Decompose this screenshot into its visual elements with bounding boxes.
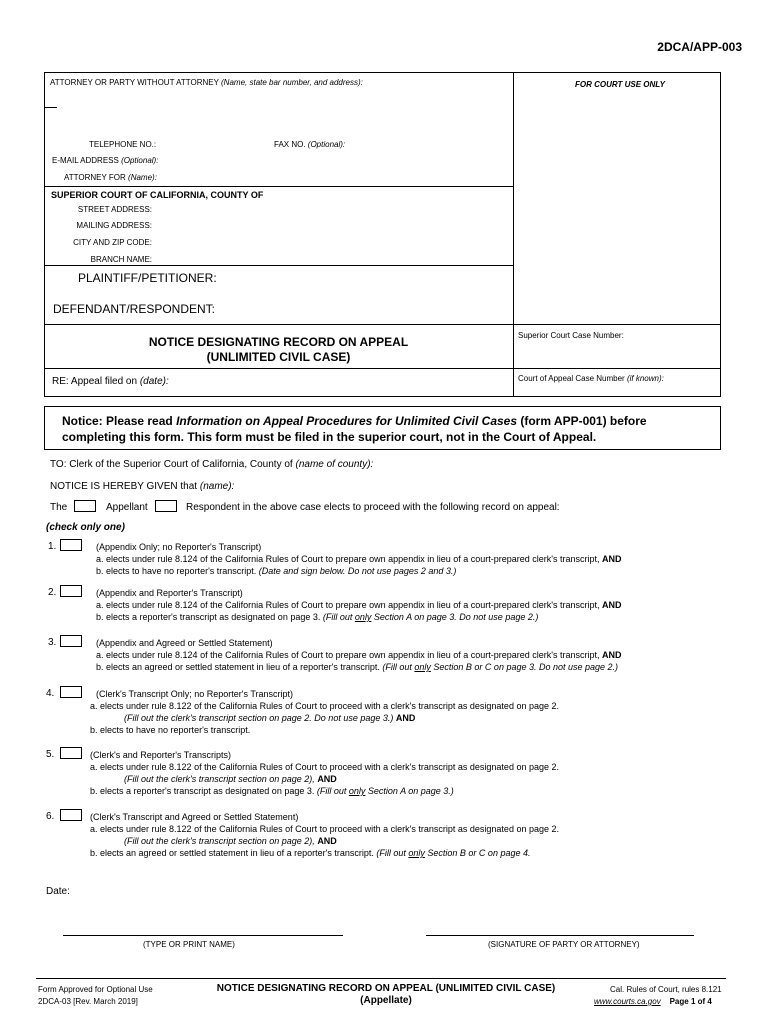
court-use-label: FOR COURT USE ONLY [575,80,665,89]
option-4-text: a. elects under rule 8.122 of the California Rules of Court to proceed with a clerk's transcript as designated on page 2. (Fill out the clerk's transcript section on page 2. Do not use page 3.) AND b. elects to have no reporter's transcript. [90,701,559,735]
option-number: 6. [46,811,55,822]
check-only-one: (check only one) [46,522,125,533]
option-5-text: (Clerk's and Reporter's Transcripts) a. elects under rule 8.122 of the California Rules of Court to proceed with a clerk's transcript as designated on page 2. (Fill out the clerk's transcript section on page 2), AND b. elects a reporter's transcript as designated on page 3. (Fill out only Section A on page 3.) [90,750,559,796]
option-4-head: (Clerk's Transcript Only; no Reporter's Transcript) [96,689,293,699]
to-clerk-line: TO: Clerk of the Superior Court of California, County of (name of county): [50,459,374,470]
option-number: 4. [46,688,55,699]
appellant-label: Appellant [106,502,148,513]
attorney-label: ATTORNEY OR PARTY WITHOUT ATTORNEY (Name, state bar number, and address): [50,78,363,87]
option-1-text: (Appendix Only; no Reporter's Transcript) a. elects under rule 8.124 of the California Rules of Court to prepare own appendix in lieu of a court-prepared clerk's transcript, AND b. elects to have no reporter's transcript. (Date and sign below. Do not use pages 2 and 3.) [96,542,622,576]
option-6-checkbox[interactable] [60,809,82,821]
form-title: NOTICE DESIGNATING RECORD ON APPEAL (UNLIMITED CIVIL CASE) [148,335,409,364]
attorney-for-label: ATTORNEY FOR (Name): [64,173,157,182]
defendant-label: DEFENDANT/RESPONDENT: [53,302,216,316]
respondent-label: Respondent in the above case elects to proceed with the following record on appeal: [186,502,560,513]
option-2-checkbox[interactable] [60,585,82,597]
option-4-checkbox[interactable] [60,686,82,698]
re-appeal-label: RE: Appeal filed on (date): [52,376,169,387]
footer-left: Form Approved for Optional Use 2DCA-03 [Rev. March 2019] [38,985,153,1006]
hereby-line: NOTICE IS HEREBY GIVEN that (name): [50,481,235,492]
option-number: 5. [46,749,55,760]
option-number: 3. [48,637,57,648]
option-1-checkbox[interactable] [60,539,82,551]
option-3-checkbox[interactable] [60,635,82,647]
appeal-case-number-label: Court of Appeal Case Number (if known): [518,374,664,383]
court-title: SUPERIOR COURT OF CALIFORNIA, COUNTY OF [51,190,264,200]
option-3-text: (Appendix and Agreed or Settled Statement) a. elects under rule 8.124 of the California Rules of Court to prepare own appendix in lieu of a court-prepared clerk's transcript, AND b. elects an agreed or settled statement in lieu of a reporter's transcript. (Fill out only Section B or C on page 3. Do not use page 2.) [96,638,622,672]
option-6-text: (Clerk's Transcript and Agreed or Settled Statement) a. elects under rule 8.122 of the California Rules of Court to proceed with a clerk's transcript as designated on page 2. (Fill out the clerk's transcript section on page 2), AND b. elects an agreed or settled statement in lieu of a reporter's transcript. (Fill out only Section B or C on page 4. [90,812,559,858]
fax-label: FAX NO. (Optional): [274,140,346,149]
respondent-checkbox[interactable] [155,500,177,512]
signature-line[interactable] [426,935,694,936]
street-address-label: STREET ADDRESS: [77,205,152,214]
city-zip-label: CITY AND ZIP CODE: [73,238,152,247]
form-id: 2DCA/APP-003 [657,40,742,54]
the-label: The [50,502,68,513]
website-link[interactable]: www.courts.ca.gov [594,997,661,1006]
plaintiff-label: PLAINTIFF/PETITIONER: [78,271,217,285]
notice-text: Notice: Please read Information on Appeal Procedures for Unlimited Civil Cases (form APP-001) before completing this form. This form must be filed in the superior court, not in the Court of Appeal. [62,414,647,444]
page-number: Page 1 of 4 [669,997,712,1006]
option-5-checkbox[interactable] [60,747,82,759]
option-number: 2. [48,587,57,598]
date-label: Date: [46,886,70,897]
appellant-checkbox[interactable] [74,500,96,512]
footer-title: NOTICE DESIGNATING RECORD ON APPEAL (UNLIMITED CIVIL CASE) (Appellate) [216,983,556,1006]
signature-label: (SIGNATURE OF PARTY OR ATTORNEY) [488,940,640,949]
option-number: 1. [48,541,57,552]
branch-name-label: BRANCH NAME: [90,255,152,264]
telephone-label: TELEPHONE NO.: [89,140,157,149]
mailing-address-label: MAILING ADDRESS: [76,221,152,230]
print-name-line[interactable] [63,935,343,936]
option-2-text: (Appendix and Reporter's Transcript) a. elects under rule 8.124 of the California Rules of Court to prepare own appendix in lieu of a court-prepared clerk's transcript, AND b. elects a reporter's transcript as designated on page 3. (Fill out only Section A on page 3. Do not use page 2.) [96,588,622,622]
email-label: E-MAIL ADDRESS (Optional): [52,156,159,165]
footer-right: Cal. Rules of Court, rules 8.121 www.courts.ca.gov Page 1 of 4 [594,985,722,1006]
print-name-label: (TYPE OR PRINT NAME) [143,940,235,949]
superior-case-number-label: Superior Court Case Number: [518,331,624,340]
